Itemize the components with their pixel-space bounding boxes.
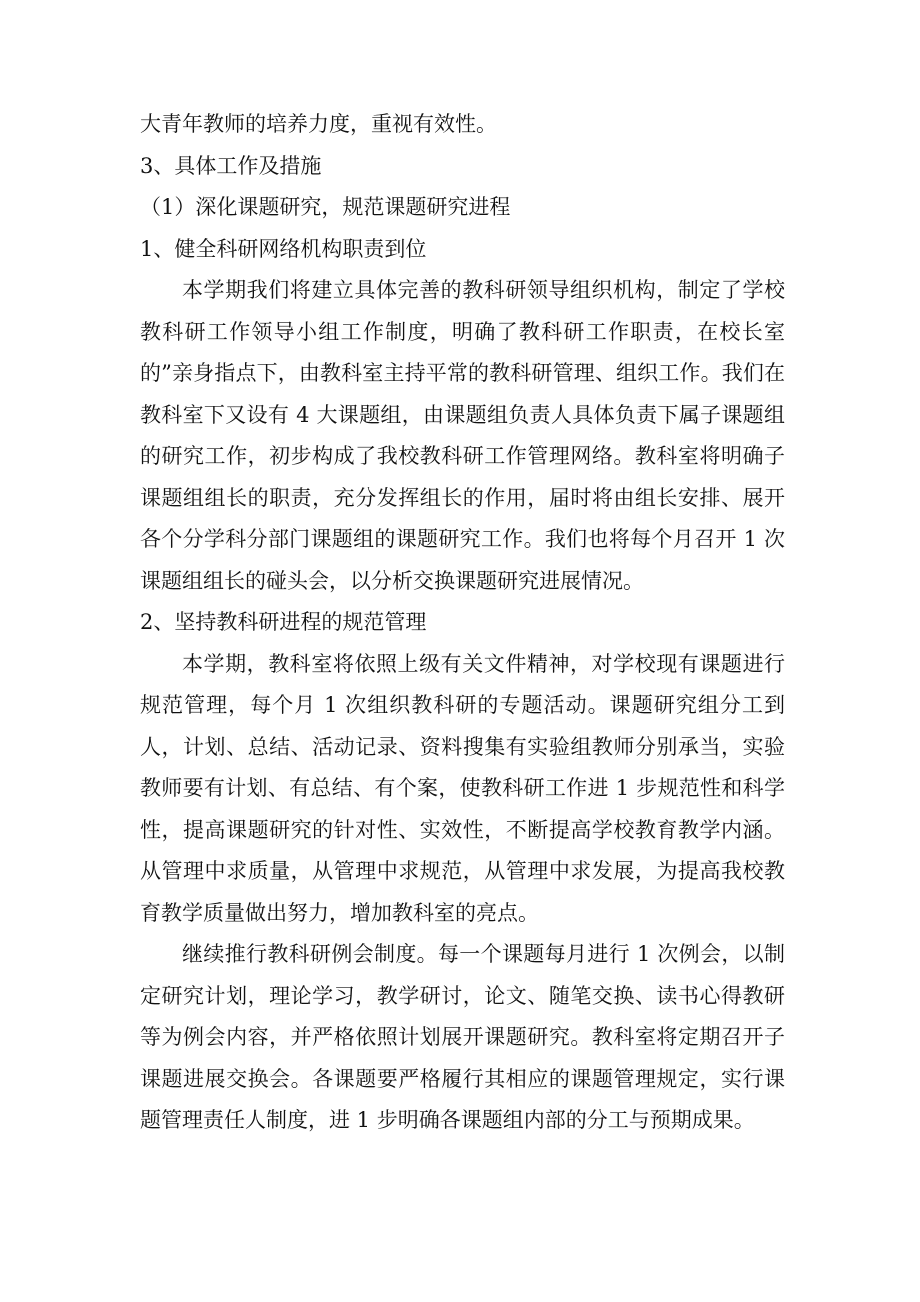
paragraph-continuation: 大青年教师的培养力度，重视有效性。	[140, 112, 497, 136]
body-paragraph: 继续推行教科研例会制度。每一个课题每月进行 1 次例会，以制定研究计划，理论学习，教学研讨，论文、随笔交换、读书心得教研等为例会内容，并严格依照计划展开课题研究。教科室将定期召开子课题进展交换会。各课题要严格履行其相应的课题管理规定，实行课题管理责任人制度，进 1 步明确各课题组内部的分工与预期成果。	[140, 942, 785, 1132]
body-paragraph: 本学期我们将建立具体完善的教科研领导组织机构，制定了学校教科研工作领导小组工作制度，明确了教科研工作职责，在校长室的”亲身指点下，由教科室主持平常的教科研管理、组织工作。我们在教科室下又设有 4 大课题组，由课题组负责人具体负责下属子课题组的研究工作，初步构成了我校教科研工作管理网络。教科室将明确子课题组组长的职责，充分发挥组长的作用，届时将由组长安排、展开各个分学科分部门课题组的课题研究工作。我们也将每个月召开 1 次课题组组长的碰头会，以分析交换课题研究进展情况。	[140, 278, 785, 593]
item-heading: 1、健全科研网络机构职责到位	[140, 236, 427, 261]
section-heading: 3、具体工作及措施	[140, 153, 322, 178]
document-body	[140, 104, 785, 1142]
item-heading: 2、坚持教科研进程的规范管理	[140, 610, 427, 634]
body-paragraph: 本学期，教科室将依照上级有关文件精神，对学校现有课题进行规范管理，每个月 1 次组织教科研的专题活动。课题研究组分工到人，计划、总结、活动记录、资料搜集有实验组教师分别承当，实验教师要有计划、有总结、有个案，使教科研工作进 1 步规范性和科学性，提高课题研究的针对性、实效性，不断提高学校教育教学内涵。从管理中求质量，从管理中求规范，从管理中求发展，为提高我校教育教学质量做出努力，增加教科室的亮点。	[140, 651, 785, 925]
subsection-heading: （1）深化课题研究，规范课题研究进程	[140, 195, 511, 219]
